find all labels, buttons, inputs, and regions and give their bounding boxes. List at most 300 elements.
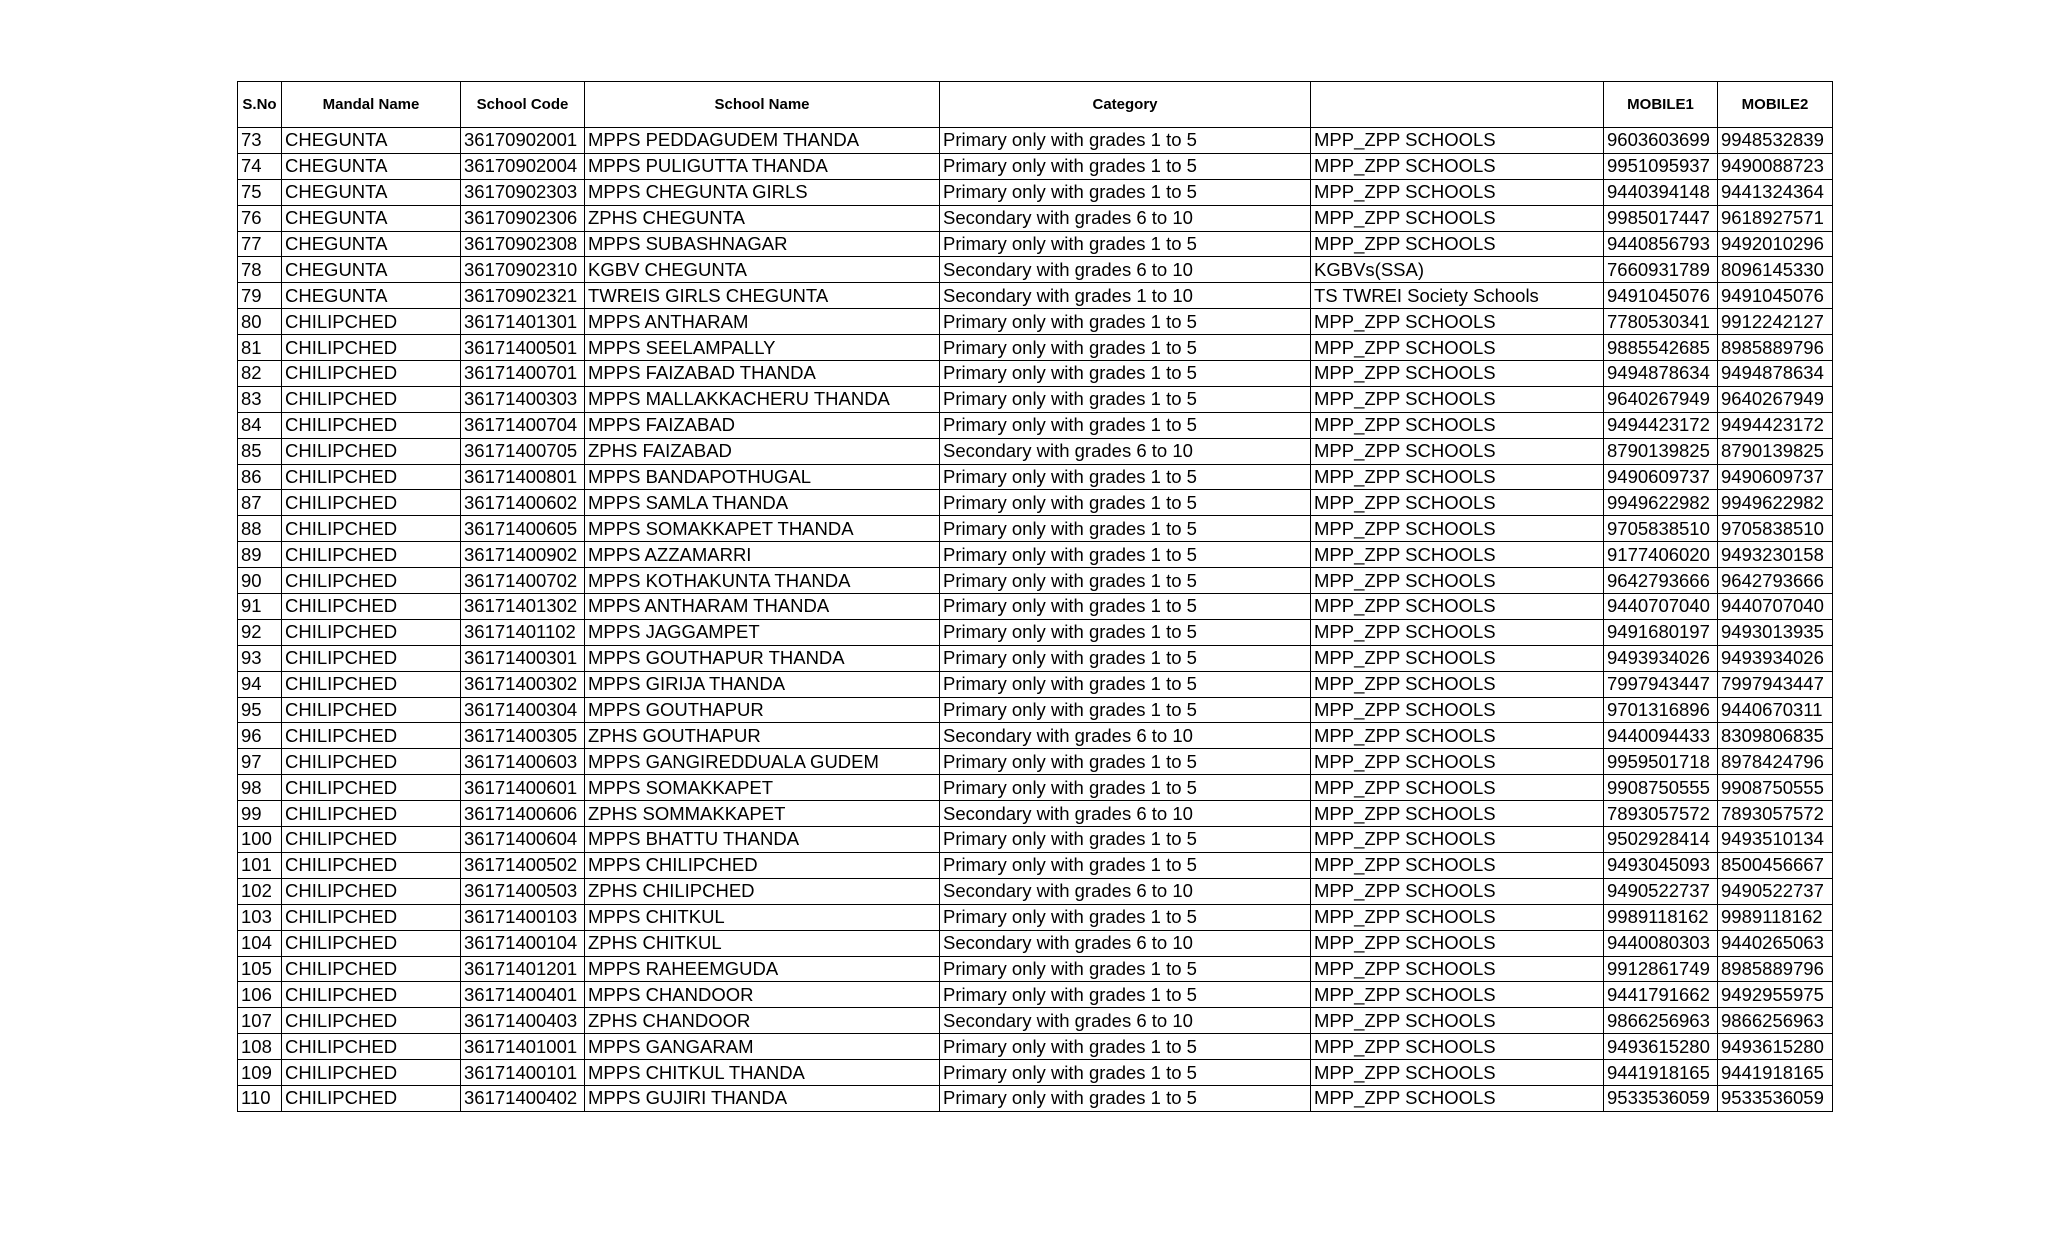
cell-mobile2: 9440707040: [1718, 594, 1833, 620]
cell-mobile1: 7997943447: [1604, 671, 1718, 697]
cell-school-name: MPPS FAIZABAD THANDA: [585, 361, 940, 387]
table-row: [238, 645, 1833, 671]
cell-school-name: MPPS FAIZABAD: [585, 412, 940, 438]
cell-mandal-name: CHILIPCHED: [282, 723, 461, 749]
cell-mobile2: 9493615280: [1718, 1034, 1833, 1060]
header-sno: S.No: [238, 82, 282, 128]
cell-mobile1: 9949622982: [1604, 490, 1718, 516]
cell-mobile1: 9490609737: [1604, 464, 1718, 490]
cell-sno: 84: [238, 412, 282, 438]
cell-category: Primary only with grades 1 to 5: [940, 827, 1311, 853]
cell-school-name: MPPS GOUTHAPUR: [585, 697, 940, 723]
cell-category: Primary only with grades 1 to 5: [940, 775, 1311, 801]
cell-school-code: 36170902303: [461, 179, 585, 205]
cell-mobile1: 9701316896: [1604, 697, 1718, 723]
cell-mobile2: 9441324364: [1718, 179, 1833, 205]
cell-category: Primary only with grades 1 to 5: [940, 412, 1311, 438]
cell-school-name: ZPHS CHANDOOR: [585, 1008, 940, 1034]
cell-mobile1: 7893057572: [1604, 801, 1718, 827]
cell-sno: 106: [238, 982, 282, 1008]
table-row: [238, 335, 1833, 361]
cell-mobile1: 9441918165: [1604, 1060, 1718, 1086]
cell-school-name: MPPS GIRIJA THANDA: [585, 671, 940, 697]
cell-mobile2: 9440670311: [1718, 697, 1833, 723]
cell-mobile2: 9912242127: [1718, 309, 1833, 335]
cell-category: Primary only with grades 1 to 5: [940, 335, 1311, 361]
cell-mobile1: 7780530341: [1604, 309, 1718, 335]
cell-management: MPP_ZPP SCHOOLS: [1311, 568, 1604, 594]
cell-mobile1: 9908750555: [1604, 775, 1718, 801]
cell-mandal-name: CHILIPCHED: [282, 827, 461, 853]
cell-school-name: MPPS MALLAKKACHERU THANDA: [585, 386, 940, 412]
cell-sno: 105: [238, 956, 282, 982]
cell-mobile1: 9490522737: [1604, 878, 1718, 904]
cell-category: Primary only with grades 1 to 5: [940, 464, 1311, 490]
cell-mobile2: 9493013935: [1718, 619, 1833, 645]
cell-school-code: 36171400702: [461, 568, 585, 594]
header-management: [1311, 82, 1604, 128]
cell-school-name: ZPHS CHITKUL: [585, 930, 940, 956]
header-mobile2: MOBILE2: [1718, 82, 1833, 128]
cell-management: MPP_ZPP SCHOOLS: [1311, 335, 1604, 361]
cell-sno: 85: [238, 438, 282, 464]
cell-school-code: 36170902321: [461, 283, 585, 309]
cell-school-code: 36171400601: [461, 775, 585, 801]
cell-school-name: ZPHS CHILIPCHED: [585, 878, 940, 904]
table-row: [238, 749, 1833, 775]
cell-category: Primary only with grades 1 to 5: [940, 1060, 1311, 1086]
cell-school-code: 36171401302: [461, 594, 585, 620]
table-row: [238, 153, 1833, 179]
cell-mandal-name: CHILIPCHED: [282, 1085, 461, 1111]
cell-category: Primary only with grades 1 to 5: [940, 749, 1311, 775]
cell-category: Primary only with grades 1 to 5: [940, 594, 1311, 620]
cell-mandal-name: CHILIPCHED: [282, 464, 461, 490]
cell-management: MPP_ZPP SCHOOLS: [1311, 205, 1604, 231]
cell-mobile2: 9493510134: [1718, 827, 1833, 853]
cell-mandal-name: CHILIPCHED: [282, 542, 461, 568]
cell-sno: 101: [238, 852, 282, 878]
cell-mandal-name: CHILIPCHED: [282, 930, 461, 956]
cell-school-code: 36171400302: [461, 671, 585, 697]
table-row: [238, 723, 1833, 749]
cell-category: Secondary with grades 6 to 10: [940, 723, 1311, 749]
cell-mandal-name: CHILIPCHED: [282, 671, 461, 697]
cell-mobile1: 9533536059: [1604, 1085, 1718, 1111]
cell-management: MPP_ZPP SCHOOLS: [1311, 852, 1604, 878]
table-row: [238, 775, 1833, 801]
cell-category: Primary only with grades 1 to 5: [940, 982, 1311, 1008]
cell-school-code: 36171401201: [461, 956, 585, 982]
cell-management: MPP_ZPP SCHOOLS: [1311, 412, 1604, 438]
cell-category: Primary only with grades 1 to 5: [940, 128, 1311, 154]
cell-category: Secondary with grades 6 to 10: [940, 1008, 1311, 1034]
cell-sno: 87: [238, 490, 282, 516]
cell-mobile1: 9440094433: [1604, 723, 1718, 749]
cell-mobile1: 9866256963: [1604, 1008, 1718, 1034]
cell-school-name: ZPHS FAIZABAD: [585, 438, 940, 464]
cell-mobile2: 9948532839: [1718, 128, 1833, 154]
cell-mobile2: 9494878634: [1718, 361, 1833, 387]
cell-sno: 74: [238, 153, 282, 179]
cell-sno: 96: [238, 723, 282, 749]
cell-mobile2: 7893057572: [1718, 801, 1833, 827]
cell-sno: 88: [238, 516, 282, 542]
cell-school-code: 36171400902: [461, 542, 585, 568]
cell-school-name: MPPS GANGIREDDUALA GUDEM: [585, 749, 940, 775]
cell-school-code: 36170902310: [461, 257, 585, 283]
cell-sno: 90: [238, 568, 282, 594]
cell-school-code: 36171400705: [461, 438, 585, 464]
cell-mandal-name: CHEGUNTA: [282, 283, 461, 309]
cell-mandal-name: CHILIPCHED: [282, 801, 461, 827]
cell-sno: 83: [238, 386, 282, 412]
cell-management: MPP_ZPP SCHOOLS: [1311, 930, 1604, 956]
table-row: [238, 619, 1833, 645]
cell-category: Primary only with grades 1 to 5: [940, 179, 1311, 205]
cell-school-name: MPPS KOTHAKUNTA THANDA: [585, 568, 940, 594]
cell-mobile1: 7660931789: [1604, 257, 1718, 283]
cell-school-code: 36170902308: [461, 231, 585, 257]
cell-mandal-name: CHILIPCHED: [282, 568, 461, 594]
cell-sno: 78: [238, 257, 282, 283]
cell-category: Primary only with grades 1 to 5: [940, 697, 1311, 723]
header-mandal-name: Mandal Name: [282, 82, 461, 128]
cell-management: KGBVs(SSA): [1311, 257, 1604, 283]
cell-school-name: MPPS CHEGUNTA GIRLS: [585, 179, 940, 205]
cell-sno: 82: [238, 361, 282, 387]
cell-sno: 107: [238, 1008, 282, 1034]
table-row: [238, 361, 1833, 387]
cell-mobile1: 9493045093: [1604, 852, 1718, 878]
table-row: [238, 542, 1833, 568]
table-row: [238, 1060, 1833, 1086]
table-row: [238, 801, 1833, 827]
cell-school-name: KGBV CHEGUNTA: [585, 257, 940, 283]
cell-mandal-name: CHILIPCHED: [282, 1060, 461, 1086]
cell-school-name: MPPS GUJIRI THANDA: [585, 1085, 940, 1111]
header-school-name: School Name: [585, 82, 940, 128]
cell-school-name: MPPS ANTHARAM THANDA: [585, 594, 940, 620]
cell-school-name: ZPHS GOUTHAPUR: [585, 723, 940, 749]
cell-category: Primary only with grades 1 to 5: [940, 490, 1311, 516]
cell-mobile1: 9642793666: [1604, 568, 1718, 594]
cell-mandal-name: CHILIPCHED: [282, 956, 461, 982]
cell-school-code: 36171401102: [461, 619, 585, 645]
cell-management: MPP_ZPP SCHOOLS: [1311, 723, 1604, 749]
cell-management: MPP_ZPP SCHOOLS: [1311, 775, 1604, 801]
cell-management: MPP_ZPP SCHOOLS: [1311, 645, 1604, 671]
cell-mobile2: 9533536059: [1718, 1085, 1833, 1111]
cell-mobile2: 8790139825: [1718, 438, 1833, 464]
cell-mandal-name: CHILIPCHED: [282, 1034, 461, 1060]
cell-management: MPP_ZPP SCHOOLS: [1311, 671, 1604, 697]
cell-school-code: 36171400101: [461, 1060, 585, 1086]
cell-school-code: 36171400606: [461, 801, 585, 827]
cell-category: Primary only with grades 1 to 5: [940, 309, 1311, 335]
cell-category: Primary only with grades 1 to 5: [940, 956, 1311, 982]
cell-mobile1: 9494878634: [1604, 361, 1718, 387]
cell-management: MPP_ZPP SCHOOLS: [1311, 386, 1604, 412]
cell-school-name: MPPS SEELAMPALLY: [585, 335, 940, 361]
cell-mandal-name: CHILIPCHED: [282, 619, 461, 645]
cell-mandal-name: CHILIPCHED: [282, 438, 461, 464]
cell-mandal-name: CHILIPCHED: [282, 335, 461, 361]
cell-sno: 81: [238, 335, 282, 361]
cell-mobile2: 9949622982: [1718, 490, 1833, 516]
cell-mandal-name: CHILIPCHED: [282, 697, 461, 723]
cell-mobile2: 9908750555: [1718, 775, 1833, 801]
cell-school-name: MPPS CHILIPCHED: [585, 852, 940, 878]
cell-category: Primary only with grades 1 to 5: [940, 568, 1311, 594]
cell-mobile1: 9705838510: [1604, 516, 1718, 542]
cell-management: MPP_ZPP SCHOOLS: [1311, 516, 1604, 542]
table-row: [238, 1034, 1833, 1060]
cell-management: MPP_ZPP SCHOOLS: [1311, 128, 1604, 154]
table-row: [238, 904, 1833, 930]
cell-mandal-name: CHILIPCHED: [282, 775, 461, 801]
cell-school-name: MPPS SAMLA THANDA: [585, 490, 940, 516]
cell-mobile2: 8985889796: [1718, 335, 1833, 361]
cell-school-code: 36171400701: [461, 361, 585, 387]
cell-category: Secondary with grades 6 to 10: [940, 257, 1311, 283]
cell-mobile1: 9493615280: [1604, 1034, 1718, 1060]
cell-category: Primary only with grades 1 to 5: [940, 1034, 1311, 1060]
cell-school-code: 36171400403: [461, 1008, 585, 1034]
cell-management: MPP_ZPP SCHOOLS: [1311, 490, 1604, 516]
cell-mandal-name: CHEGUNTA: [282, 128, 461, 154]
cell-category: Primary only with grades 1 to 5: [940, 153, 1311, 179]
cell-mobile2: 9441918165: [1718, 1060, 1833, 1086]
cell-mobile1: 9912861749: [1604, 956, 1718, 982]
cell-category: Primary only with grades 1 to 5: [940, 516, 1311, 542]
cell-mobile2: 9493230158: [1718, 542, 1833, 568]
cell-school-code: 36171400604: [461, 827, 585, 853]
table-row: [238, 412, 1833, 438]
cell-school-code: 36171400301: [461, 645, 585, 671]
header-school-code: School Code: [461, 82, 585, 128]
cell-sno: 73: [238, 128, 282, 154]
cell-mandal-name: CHEGUNTA: [282, 257, 461, 283]
table-row: [238, 438, 1833, 464]
cell-mobile1: 9440080303: [1604, 930, 1718, 956]
header-row: [238, 82, 1833, 128]
cell-school-code: 36171401001: [461, 1034, 585, 1060]
cell-mandal-name: CHILIPCHED: [282, 309, 461, 335]
cell-sno: 95: [238, 697, 282, 723]
cell-mandal-name: CHILIPCHED: [282, 878, 461, 904]
cell-category: Secondary with grades 6 to 10: [940, 438, 1311, 464]
table-row: [238, 697, 1833, 723]
table-row: [238, 231, 1833, 257]
table-row: [238, 671, 1833, 697]
table-row: [238, 1008, 1833, 1034]
cell-sno: 102: [238, 878, 282, 904]
cell-mandal-name: CHILIPCHED: [282, 490, 461, 516]
table-row: [238, 257, 1833, 283]
cell-sno: 108: [238, 1034, 282, 1060]
cell-management: MPP_ZPP SCHOOLS: [1311, 179, 1604, 205]
cell-management: MPP_ZPP SCHOOLS: [1311, 1008, 1604, 1034]
cell-mobile1: 9491680197: [1604, 619, 1718, 645]
cell-school-name: MPPS AZZAMARRI: [585, 542, 940, 568]
cell-school-name: MPPS BHATTU THANDA: [585, 827, 940, 853]
cell-category: Primary only with grades 1 to 5: [940, 231, 1311, 257]
cell-mandal-name: CHILIPCHED: [282, 1008, 461, 1034]
cell-mobile2: 8096145330: [1718, 257, 1833, 283]
cell-school-code: 36171400103: [461, 904, 585, 930]
cell-school-code: 36170902001: [461, 128, 585, 154]
cell-management: MPP_ZPP SCHOOLS: [1311, 956, 1604, 982]
cell-mobile1: 9494423172: [1604, 412, 1718, 438]
cell-school-name: TWREIS GIRLS CHEGUNTA: [585, 283, 940, 309]
cell-mobile1: 9491045076: [1604, 283, 1718, 309]
cell-mobile1: 9441791662: [1604, 982, 1718, 1008]
cell-mobile1: 9640267949: [1604, 386, 1718, 412]
cell-category: Primary only with grades 1 to 5: [940, 542, 1311, 568]
schools-table: [237, 81, 1833, 1112]
cell-sno: 77: [238, 231, 282, 257]
cell-mandal-name: CHILIPCHED: [282, 852, 461, 878]
table-row: [238, 205, 1833, 231]
cell-sno: 92: [238, 619, 282, 645]
table-row: [238, 930, 1833, 956]
cell-school-name: MPPS GANGARAM: [585, 1034, 940, 1060]
cell-mobile2: 9640267949: [1718, 386, 1833, 412]
cell-mandal-name: CHILIPCHED: [282, 386, 461, 412]
cell-sno: 104: [238, 930, 282, 956]
cell-management: MPP_ZPP SCHOOLS: [1311, 309, 1604, 335]
cell-sno: 93: [238, 645, 282, 671]
cell-management: MPP_ZPP SCHOOLS: [1311, 982, 1604, 1008]
cell-management: MPP_ZPP SCHOOLS: [1311, 361, 1604, 387]
cell-school-name: ZPHS SOMMAKKAPET: [585, 801, 940, 827]
cell-mobile2: 8309806835: [1718, 723, 1833, 749]
cell-school-code: 36171400501: [461, 335, 585, 361]
cell-mobile2: 9618927571: [1718, 205, 1833, 231]
cell-school-code: 36171400502: [461, 852, 585, 878]
cell-mandal-name: CHILIPCHED: [282, 361, 461, 387]
cell-school-name: MPPS CHANDOOR: [585, 982, 940, 1008]
cell-sno: 76: [238, 205, 282, 231]
cell-category: Primary only with grades 1 to 5: [940, 1085, 1311, 1111]
cell-school-code: 36171400602: [461, 490, 585, 516]
cell-school-code: 36171400303: [461, 386, 585, 412]
cell-mobile2: 9494423172: [1718, 412, 1833, 438]
cell-management: MPP_ZPP SCHOOLS: [1311, 1034, 1604, 1060]
cell-sno: 97: [238, 749, 282, 775]
cell-sno: 75: [238, 179, 282, 205]
cell-school-name: MPPS RAHEEMGUDA: [585, 956, 940, 982]
cell-school-name: MPPS CHITKUL: [585, 904, 940, 930]
cell-mobile2: 7997943447: [1718, 671, 1833, 697]
cell-sno: 103: [238, 904, 282, 930]
table-row: [238, 852, 1833, 878]
cell-management: MPP_ZPP SCHOOLS: [1311, 438, 1604, 464]
table-row: [238, 179, 1833, 205]
cell-mandal-name: CHEGUNTA: [282, 231, 461, 257]
cell-mobile1: 9885542685: [1604, 335, 1718, 361]
cell-category: Primary only with grades 1 to 5: [940, 619, 1311, 645]
cell-sno: 100: [238, 827, 282, 853]
cell-mobile2: 9866256963: [1718, 1008, 1833, 1034]
cell-mobile1: 9951095937: [1604, 153, 1718, 179]
cell-mobile2: 9440265063: [1718, 930, 1833, 956]
cell-sno: 86: [238, 464, 282, 490]
header-mobile1: MOBILE1: [1604, 82, 1718, 128]
cell-mobile2: 9492955975: [1718, 982, 1833, 1008]
cell-school-code: 36171400801: [461, 464, 585, 490]
table-row: [238, 982, 1833, 1008]
cell-school-name: MPPS BANDAPOTHUGAL: [585, 464, 940, 490]
cell-management: MPP_ZPP SCHOOLS: [1311, 801, 1604, 827]
cell-mobile1: 9603603699: [1604, 128, 1718, 154]
cell-school-name: MPPS SUBASHNAGAR: [585, 231, 940, 257]
cell-mandal-name: CHEGUNTA: [282, 153, 461, 179]
cell-management: MPP_ZPP SCHOOLS: [1311, 904, 1604, 930]
cell-school-code: 36171400704: [461, 412, 585, 438]
cell-mobile2: 9989118162: [1718, 904, 1833, 930]
cell-school-code: 36171400304: [461, 697, 585, 723]
cell-category: Secondary with grades 1 to 10: [940, 283, 1311, 309]
cell-management: MPP_ZPP SCHOOLS: [1311, 878, 1604, 904]
cell-mobile1: 9177406020: [1604, 542, 1718, 568]
cell-sno: 109: [238, 1060, 282, 1086]
cell-mandal-name: CHEGUNTA: [282, 179, 461, 205]
cell-category: Primary only with grades 1 to 5: [940, 386, 1311, 412]
header-category: Category: [940, 82, 1311, 128]
cell-category: Secondary with grades 6 to 10: [940, 801, 1311, 827]
cell-mobile2: 8500456667: [1718, 852, 1833, 878]
cell-sno: 80: [238, 309, 282, 335]
cell-management: MPP_ZPP SCHOOLS: [1311, 697, 1604, 723]
table-row: [238, 878, 1833, 904]
cell-mobile2: 9490609737: [1718, 464, 1833, 490]
cell-mobile2: 9705838510: [1718, 516, 1833, 542]
cell-sno: 98: [238, 775, 282, 801]
cell-mobile1: 9985017447: [1604, 205, 1718, 231]
cell-mandal-name: CHILIPCHED: [282, 412, 461, 438]
cell-school-name: MPPS JAGGAMPET: [585, 619, 940, 645]
cell-school-name: MPPS PULIGUTTA THANDA: [585, 153, 940, 179]
cell-school-name: MPPS SOMAKKAPET: [585, 775, 940, 801]
cell-mobile1: 8790139825: [1604, 438, 1718, 464]
cell-category: Primary only with grades 1 to 5: [940, 671, 1311, 697]
cell-management: MPP_ZPP SCHOOLS: [1311, 594, 1604, 620]
cell-management: MPP_ZPP SCHOOLS: [1311, 619, 1604, 645]
table-row: [238, 464, 1833, 490]
cell-mobile2: 9491045076: [1718, 283, 1833, 309]
cell-school-name: MPPS CHITKUL THANDA: [585, 1060, 940, 1086]
table-row: [238, 568, 1833, 594]
cell-mobile1: 9440394148: [1604, 179, 1718, 205]
cell-school-code: 36171400503: [461, 878, 585, 904]
cell-mobile1: 9959501718: [1604, 749, 1718, 775]
cell-sno: 99: [238, 801, 282, 827]
table-row: [238, 283, 1833, 309]
cell-school-name: MPPS SOMAKKAPET THANDA: [585, 516, 940, 542]
cell-management: MPP_ZPP SCHOOLS: [1311, 749, 1604, 775]
cell-sno: 89: [238, 542, 282, 568]
cell-mandal-name: CHILIPCHED: [282, 516, 461, 542]
cell-category: Secondary with grades 6 to 10: [940, 205, 1311, 231]
cell-mobile1: 9502928414: [1604, 827, 1718, 853]
cell-school-code: 36171400603: [461, 749, 585, 775]
cell-mobile2: 9642793666: [1718, 568, 1833, 594]
cell-mandal-name: CHILIPCHED: [282, 645, 461, 671]
cell-school-name: MPPS ANTHARAM: [585, 309, 940, 335]
cell-school-name: MPPS PEDDAGUDEM THANDA: [585, 128, 940, 154]
